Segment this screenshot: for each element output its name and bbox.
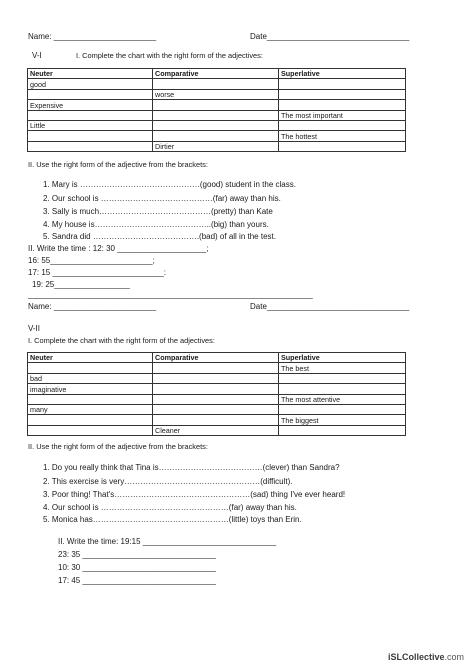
- table-row: [28, 79, 406, 89]
- table-cell: worse: [153, 89, 279, 99]
- date-field-label: Date________________________________: [250, 32, 410, 41]
- time-item: 10: 30 ______________________________: [58, 563, 216, 572]
- table-cell: The hottest: [279, 131, 406, 141]
- table-cell: imaginative: [28, 384, 153, 394]
- task-complete-chart: I. Complete the chart with the right form of the adjectives:: [76, 51, 263, 60]
- header-neuter: Neuter: [28, 353, 153, 363]
- table-cell: [153, 120, 279, 130]
- exercise-item: 4. Our school is …………………………………………(far) away than his.: [43, 503, 297, 512]
- write-time-task: II. Write the time : 12: 30 ____________________;: [28, 244, 209, 253]
- table-row: [28, 141, 406, 151]
- task-complete-chart: I. Complete the chart with the right form of the adjectives:: [28, 336, 215, 345]
- table-cell: many: [28, 404, 153, 414]
- table-row: [28, 100, 406, 110]
- table-cell: The best: [279, 363, 406, 373]
- table-cell: [153, 394, 279, 404]
- table-cell: [28, 141, 153, 151]
- adjectives-table: [27, 352, 406, 436]
- table-cell: [153, 79, 279, 89]
- exercise-item: 3. Poor thing! That's……………………………………………(sad) thing I've ever heard!: [43, 490, 346, 499]
- variant-label: V-I: [32, 51, 42, 60]
- date-field-label: Date________________________________: [250, 302, 410, 311]
- time-item: 17: 45 ______________________________: [58, 576, 216, 585]
- table-cell: [153, 404, 279, 414]
- table-header-row: [28, 69, 406, 79]
- table-cell: [28, 363, 153, 373]
- exercise-item: 2. This exercise is very……………………………………………(difficult).: [43, 477, 293, 486]
- header-superlative: Superlative: [279, 353, 406, 363]
- table-row: [28, 363, 406, 373]
- table-row: [28, 131, 406, 141]
- brand-name: iSLCollective: [387, 652, 445, 662]
- time-item: 17: 15 _________________________:: [28, 268, 166, 277]
- table-row: [28, 110, 406, 120]
- table-cell: [153, 110, 279, 120]
- table-cell: [153, 415, 279, 425]
- write-time-task: II. Write the time: 19:15 ______________________________: [58, 537, 277, 546]
- table-cell: [279, 79, 406, 89]
- time-item: 19: 25_________________: [32, 280, 130, 289]
- brand-watermark: [388, 652, 464, 662]
- name-field-label: Name: _______________________: [28, 32, 157, 41]
- table-cell: [279, 373, 406, 383]
- table-row: [28, 384, 406, 394]
- table-row: [28, 373, 406, 383]
- table-cell: [153, 131, 279, 141]
- variant-label: V-II: [28, 324, 41, 333]
- header-superlative: Superlative: [279, 69, 406, 79]
- table-cell: Little: [28, 120, 153, 130]
- exercise-item: 1. Mary is ………………………………………(good) student in the class.: [43, 180, 296, 189]
- time-item: 23: 35 ______________________________: [58, 550, 216, 559]
- table-cell: [279, 404, 406, 414]
- exercise-item: 4. My house is……………………………………..(big) than yours.: [43, 220, 269, 229]
- table-cell: [153, 384, 279, 394]
- task-use-right-form: II. Use the right form of the adjective from the brackets:: [28, 160, 208, 169]
- exercise-item: 2. Our school is ……………………………………(far) away than his.: [43, 194, 281, 203]
- header-comparative: Comparative: [153, 353, 279, 363]
- table-cell: [28, 415, 153, 425]
- table-cell: [279, 89, 406, 99]
- task-use-right-form: II. Use the right form of the adjective from the brackets:: [28, 442, 208, 451]
- time-item: 16: 55_______________________;: [28, 256, 155, 265]
- exercise-item: 5. Sandra did ………………………………….(bad) of all in the test.: [43, 232, 276, 241]
- header-neuter: Neuter: [28, 69, 153, 79]
- table-cell: [279, 384, 406, 394]
- exercise-item: 3. Sally is much……………………………………(pretty) than Kate: [43, 207, 273, 216]
- table-header-row: [28, 353, 406, 363]
- table-cell: [28, 89, 153, 99]
- table-cell: [28, 394, 153, 404]
- exercise-item: 5. Monica has……………………………………………(little) toys than Erin.: [43, 515, 302, 524]
- table-cell: [279, 100, 406, 110]
- table-cell: [153, 100, 279, 110]
- table-row: [28, 394, 406, 404]
- table-row: [28, 89, 406, 99]
- table-cell: [28, 131, 153, 141]
- table-cell: [28, 425, 153, 435]
- table-row: [28, 415, 406, 425]
- table-cell: [153, 373, 279, 383]
- name-field-label: Name: _______________________: [28, 302, 157, 311]
- table-cell: [28, 110, 153, 120]
- table-row: [28, 425, 406, 435]
- table-row: [28, 120, 406, 130]
- table-cell: The most attentive: [279, 394, 406, 404]
- table-cell: The most important: [279, 110, 406, 120]
- table-cell: Cleaner: [153, 425, 279, 435]
- table-cell: [279, 425, 406, 435]
- table-cell: Dirtier: [153, 141, 279, 151]
- brand-suffix: .com: [444, 652, 464, 662]
- header-comparative: Comparative: [153, 69, 279, 79]
- table-cell: [279, 141, 406, 151]
- table-cell: bad: [28, 373, 153, 383]
- section-divider: ________________________________________________________________: [28, 290, 313, 299]
- table-cell: [153, 363, 279, 373]
- table-row: [28, 404, 406, 414]
- table-cell: The biggest: [279, 415, 406, 425]
- table-cell: good: [28, 79, 153, 89]
- table-cell: Expensive: [28, 100, 153, 110]
- exercise-item: 1. Do you really think that Tina is…………………………………(clever) than Sandra?: [43, 463, 340, 472]
- table-cell: [279, 120, 406, 130]
- adjectives-table: [27, 68, 406, 152]
